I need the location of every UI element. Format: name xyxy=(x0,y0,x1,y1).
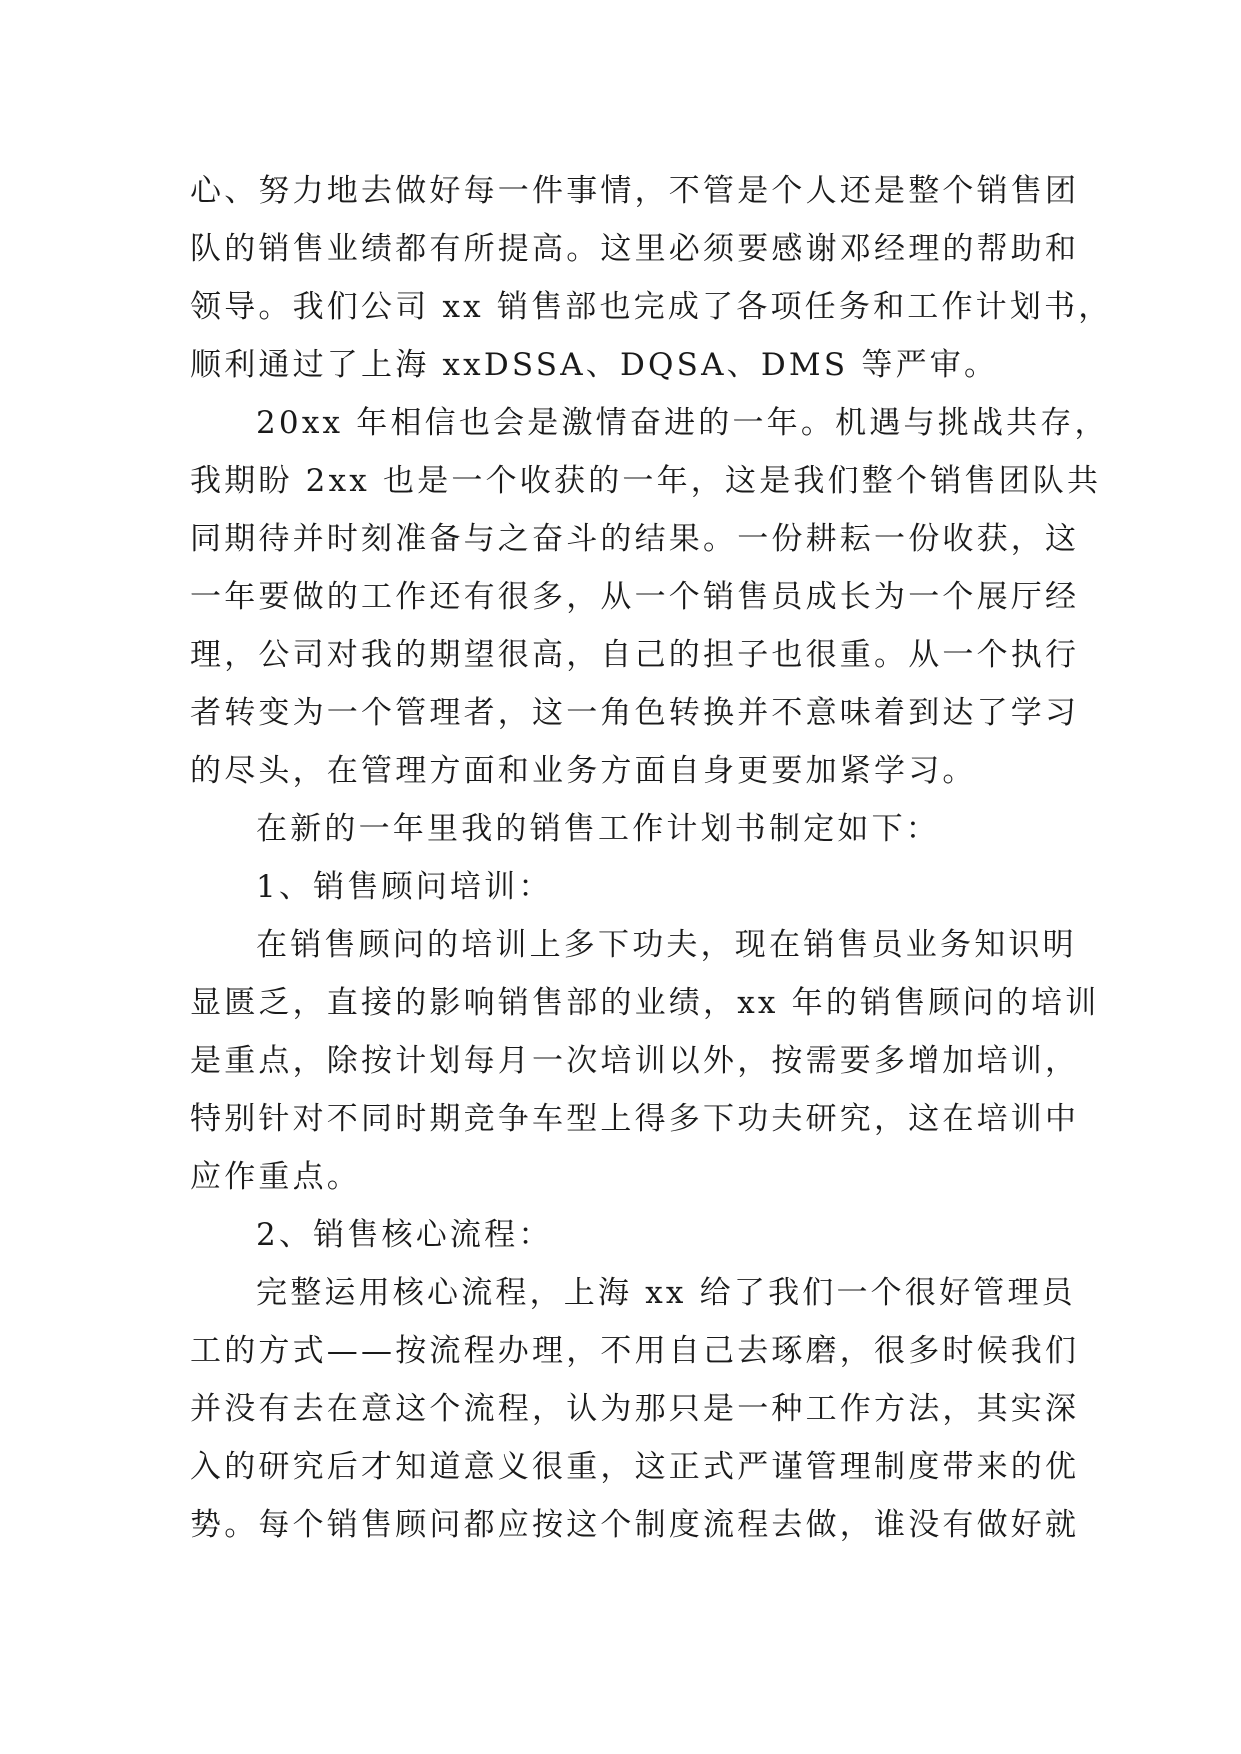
text-line: 应作重点。 xyxy=(190,1159,361,1195)
text-line: 20xx 年相信也会是激情奋进的一年。机遇与挑战共存， xyxy=(256,405,1109,441)
text-line: 并没有去在意这个流程，认为那只是一种工作方法，其实深 xyxy=(190,1391,1080,1427)
text-line: 2、销售核心流程： xyxy=(256,1217,553,1253)
text-line: 特别针对不同时期竞争车型上得多下功夫研究，这在培训中 xyxy=(190,1101,1080,1137)
text-line: 理，公司对我的期望很高，自己的担子也很重。从一个执行 xyxy=(190,637,1080,673)
paragraph xyxy=(190,916,1100,1206)
text-line: 势。每个销售顾问都应按这个制度流程去做，谁没有做好就 xyxy=(190,1507,1080,1543)
text-line: 队的销售业绩都有所提高。这里必须要感谢邓经理的帮助和 xyxy=(190,231,1080,267)
text-line: 完整运用核心流程，上海 xx 给了我们一个很好管理员 xyxy=(256,1275,1076,1311)
text-line: 在销售顾问的培训上多下功夫，现在销售员业务知识明 xyxy=(256,927,1077,963)
text-line: 领导。我们公司 xx 销售部也完成了各项任务和工作计划书， xyxy=(190,289,1113,325)
text-line: 者转变为一个管理者，这一角色转换并不意味着到达了学习 xyxy=(190,695,1080,731)
text-line: 在新的一年里我的销售工作计划书制定如下： xyxy=(256,811,940,847)
paragraph xyxy=(190,162,1113,394)
text-line: 工的方式——按流程办理，不用自己去琢磨，很多时候我们 xyxy=(190,1333,1080,1369)
document-page xyxy=(190,162,1113,1554)
text-line: 一年要做的工作还有很多，从一个销售员成长为一个展厅经 xyxy=(190,579,1080,615)
text-line: 的尽头，在管理方面和业务方面自身更要加紧学习。 xyxy=(190,753,977,789)
text-line: 顺利通过了上海 xxDSSA、DQSA、DMS 等严审。 xyxy=(190,347,999,383)
text-line: 显匮乏，直接的影响销售部的业绩，xx 年的销售顾问的培训 xyxy=(190,985,1100,1021)
section-heading xyxy=(190,858,1050,916)
paragraph xyxy=(190,800,1050,858)
text-line: 1、销售顾问培训： xyxy=(256,869,553,905)
paragraph xyxy=(190,1264,1080,1554)
text-line: 心、努力地去做好每一件事情，不管是个人还是整个销售团 xyxy=(190,173,1080,209)
paragraph xyxy=(190,394,1109,800)
text-line: 同期待并时刻准备与之奋斗的结果。一份耕耘一份收获，这 xyxy=(190,521,1080,557)
text-line: 入的研究后才知道意义很重，这正式严谨管理制度带来的优 xyxy=(190,1449,1080,1485)
section-heading xyxy=(190,1206,1050,1264)
text-line: 我期盼 2xx 也是一个收获的一年，这是我们整个销售团队共 xyxy=(190,463,1102,499)
text-line: 是重点，除按计划每月一次培训以外，按需要多增加培训， xyxy=(190,1043,1080,1079)
